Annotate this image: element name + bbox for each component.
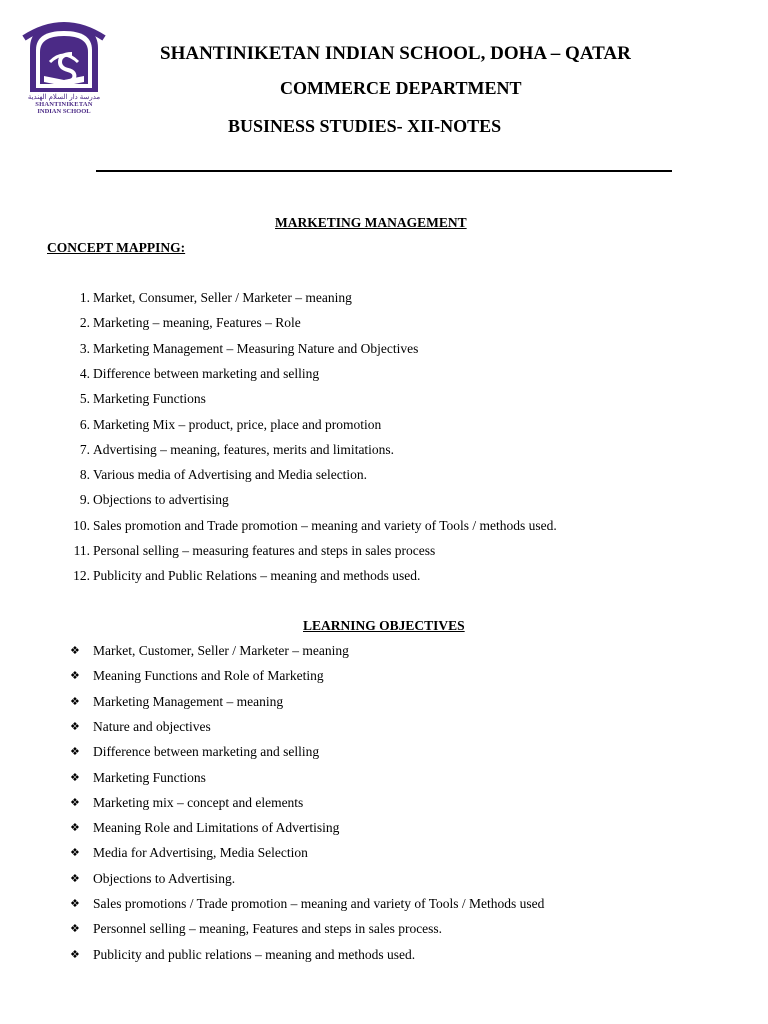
list-item-text: Marketing – meaning, Features – Role (93, 315, 301, 331)
list-item-text: Marketing Mix – product, price, place and promotion (93, 416, 382, 432)
school-logo (20, 18, 108, 115)
list-item (0, 314, 768, 332)
list-item-text: Nature and objectives (93, 718, 211, 734)
list-item (0, 819, 768, 837)
list-item (0, 920, 768, 938)
logo-name-line2: INDIAN SCHOOL (37, 108, 91, 115)
list-item-text: Marketing Management – Measuring Nature and Objectives (93, 340, 419, 356)
department-title: COMMERCE DEPARTMENT (280, 78, 522, 98)
header-divider (96, 170, 672, 172)
list-item-text: Marketing Functions (93, 769, 206, 785)
notes-title: BUSINESS STUDIES- XII-NOTES (228, 116, 502, 136)
list-item-number: 12. (73, 568, 90, 584)
list-item (0, 466, 768, 484)
list-item (0, 416, 768, 434)
list-item-number: 5. (79, 391, 90, 407)
diamond-bullet-icon: ❖ (70, 897, 80, 910)
concept-mapping-heading: CONCEPT MAPPING: (47, 240, 186, 255)
list-item (0, 365, 768, 383)
list-item-number: 9. (79, 492, 90, 508)
list-item (0, 743, 768, 761)
list-item (0, 769, 768, 787)
list-item (0, 870, 768, 888)
diamond-bullet-icon: ❖ (70, 871, 80, 885)
list-item (0, 441, 768, 459)
list-item-text: Advertising – meaning, features, merits and limitations. (93, 441, 395, 457)
list-item-number: 11. (73, 543, 90, 558)
list-item-text: Difference between marketing and selling (93, 744, 320, 760)
marketing-management-heading: MARKETING MANAGEMENT (275, 215, 467, 230)
diamond-bullet-icon: ❖ (70, 770, 80, 784)
learning-objectives-heading: LEARNING OBJECTIVES (303, 618, 465, 633)
list-item-text: Personnel selling – meaning, Features and steps in sales process. (93, 921, 443, 937)
list-item-text: Various media of Advertising and Media selection. (93, 467, 368, 483)
list-item-text: Market, Customer, Seller / Marketer – meaning (93, 643, 349, 658)
list-item (0, 340, 768, 358)
list-item-text: Objections to Advertising. (93, 870, 236, 886)
list-item-text: Marketing Management – meaning (93, 693, 284, 709)
list-item (0, 567, 768, 585)
diamond-bullet-icon: ❖ (70, 745, 80, 759)
list-item-number: 8. (79, 467, 90, 483)
list-item-text: Sales promotion and Trade promotion – meaning and variety of Tools / methods used. (93, 517, 557, 533)
diamond-bullet-icon: ❖ (70, 846, 80, 860)
list-item (0, 542, 768, 560)
list-item (0, 693, 768, 711)
list-item-text: Publicity and public relations – meaning and methods used. (93, 946, 416, 962)
list-item (0, 642, 768, 660)
list-item-text: Objections to advertising (93, 492, 229, 508)
list-item-number: 2. (79, 315, 90, 331)
list-item-text: Difference between marketing and selling (93, 365, 320, 381)
list-item (0, 946, 768, 964)
diamond-bullet-icon: ❖ (70, 795, 80, 809)
list-item-number: 7. (79, 441, 90, 457)
list-item-number: 3. (79, 340, 90, 356)
list-item (0, 491, 768, 509)
logo-arabic-text: مدرسة دار السلام الهندية (27, 94, 101, 101)
list-item (0, 794, 768, 812)
diamond-bullet-icon: ❖ (70, 947, 80, 961)
list-item-text: Media for Advertising, Media Selection (93, 845, 308, 861)
list-item (0, 844, 768, 862)
list-item (0, 895, 768, 913)
diamond-bullet-icon: ❖ (70, 719, 80, 733)
list-item (0, 718, 768, 736)
school-title: SHANTINIKETAN INDIAN SCHOOL, DOHA – QATAR (160, 43, 631, 64)
diamond-bullet-icon: ❖ (70, 821, 80, 835)
list-item-text: Publicity and Public Relations – meaning and methods used. (93, 568, 421, 584)
list-item-text: Meaning Role and Limitations of Advertising (93, 820, 340, 836)
list-item-number: 6. (79, 416, 90, 432)
list-item-number: 10. (73, 517, 90, 533)
logo-name-line1: SHANTINIKETAN (35, 101, 93, 108)
list-item-text: Marketing mix – concept and elements (93, 794, 304, 810)
list-item (0, 667, 768, 685)
list-item-text: Personal selling – measuring features and steps in sales process (93, 543, 436, 558)
list-item-text: Market, Consumer, Seller / Marketer – meaning (93, 290, 352, 305)
list-item-text: Marketing Functions (93, 391, 206, 407)
school-emblem-icon (20, 18, 108, 94)
list-item (0, 517, 768, 535)
diamond-bullet-icon: ❖ (70, 644, 80, 657)
diamond-bullet-icon: ❖ (70, 922, 80, 936)
list-item (0, 289, 768, 307)
diamond-bullet-icon: ❖ (70, 694, 80, 708)
list-item-text: Meaning Functions and Role of Marketing (93, 668, 324, 684)
list-item-number: 1. (79, 290, 90, 305)
list-item (0, 390, 768, 408)
diamond-bullet-icon: ❖ (70, 669, 80, 683)
list-item-text: Sales promotions / Trade promotion – meaning and variety of Tools / Methods used (93, 896, 545, 911)
list-item-number: 4. (79, 365, 90, 381)
